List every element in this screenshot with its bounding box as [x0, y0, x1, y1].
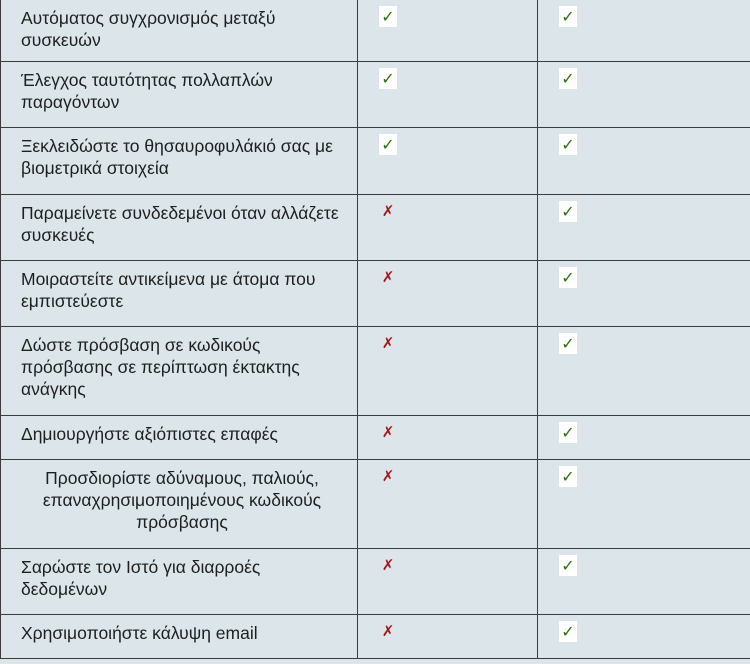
table-row	[1, 195, 750, 261]
plan-2-cell	[538, 195, 750, 261]
checkmark-icon: ✓	[559, 6, 577, 27]
plan-1-cell	[358, 460, 538, 549]
plan-2-cell	[538, 62, 750, 128]
plan-2-cell	[538, 549, 750, 615]
checkmark-icon: ✓	[379, 68, 397, 89]
table-row	[1, 460, 750, 549]
feature-label: Έλεγχος ταυτότητας πολλαπλών παραγόντων	[1, 62, 358, 128]
plan-1-cell	[358, 195, 538, 261]
checkmark-icon: ✓	[559, 621, 577, 642]
table-row	[1, 327, 750, 416]
checkmark-icon: ✓	[559, 134, 577, 155]
feature-label: Αυτόματος συγχρονισμός μεταξύ συσκευών	[1, 0, 358, 62]
feature-label: Μοιραστείτε αντικείμενα με άτομα που εμπιστεύεστε	[1, 261, 358, 327]
table-row	[1, 549, 750, 615]
plan-2-cell	[538, 416, 750, 460]
checkmark-icon: ✓	[559, 422, 577, 443]
feature-label: Παραμείνετε συνδεδεμένοι όταν αλλάζετε συσκευές	[1, 195, 358, 261]
plan-2-cell	[538, 327, 750, 416]
checkmark-icon: ✓	[559, 68, 577, 89]
plan-2-cell	[538, 261, 750, 327]
plan-1-cell	[358, 0, 538, 62]
cross-icon: ✗	[381, 423, 395, 441]
table-row	[1, 128, 750, 195]
cross-icon: ✗	[381, 556, 395, 574]
cross-icon: ✗	[381, 202, 395, 220]
feature-label: Ξεκλειδώστε το θησαυροφυλάκιό σας με βιομετρικά στοιχεία	[1, 128, 358, 195]
feature-label: Δώστε πρόσβαση σε κωδικούς πρόσβασης σε περίπτωση έκτακτης ανάγκης	[1, 327, 358, 416]
plan-1-cell	[358, 549, 538, 615]
feature-label: Σαρώστε τον Ιστό για διαρροές δεδομένων	[1, 549, 358, 615]
feature-label: Προσδιορίστε αδύναμους, παλιούς, επαναχρησιμοποιημένους κωδικούς πρόσβασης	[1, 460, 358, 549]
table-row	[1, 615, 750, 659]
plan-2-cell	[538, 460, 750, 549]
plan-1-cell	[358, 261, 538, 327]
checkmark-icon: ✓	[559, 555, 577, 576]
plan-2-cell	[538, 615, 750, 659]
table-row	[1, 62, 750, 128]
cross-icon: ✗	[381, 622, 395, 640]
cross-icon: ✗	[381, 467, 395, 485]
plan-1-cell	[358, 128, 538, 195]
table-row	[1, 416, 750, 460]
checkmark-icon: ✓	[379, 134, 397, 155]
checkmark-icon: ✓	[559, 267, 577, 288]
table-row	[1, 261, 750, 327]
checkmark-icon: ✓	[559, 333, 577, 354]
plan-1-cell	[358, 327, 538, 416]
plan-2-cell	[538, 0, 750, 62]
plan-1-cell	[358, 62, 538, 128]
cross-icon: ✗	[381, 268, 395, 286]
plan-2-cell	[538, 128, 750, 195]
checkmark-icon: ✓	[379, 6, 397, 27]
feature-label: Δημιουργήστε αξιόπιστες επαφές	[1, 416, 358, 460]
table-row	[1, 0, 750, 62]
checkmark-icon: ✓	[559, 466, 577, 487]
plan-1-cell	[358, 615, 538, 659]
checkmark-icon: ✓	[559, 201, 577, 222]
cross-icon: ✗	[381, 334, 395, 352]
feature-label: Χρησιμοποιήστε κάλυψη email	[1, 615, 358, 659]
plan-1-cell	[358, 416, 538, 460]
